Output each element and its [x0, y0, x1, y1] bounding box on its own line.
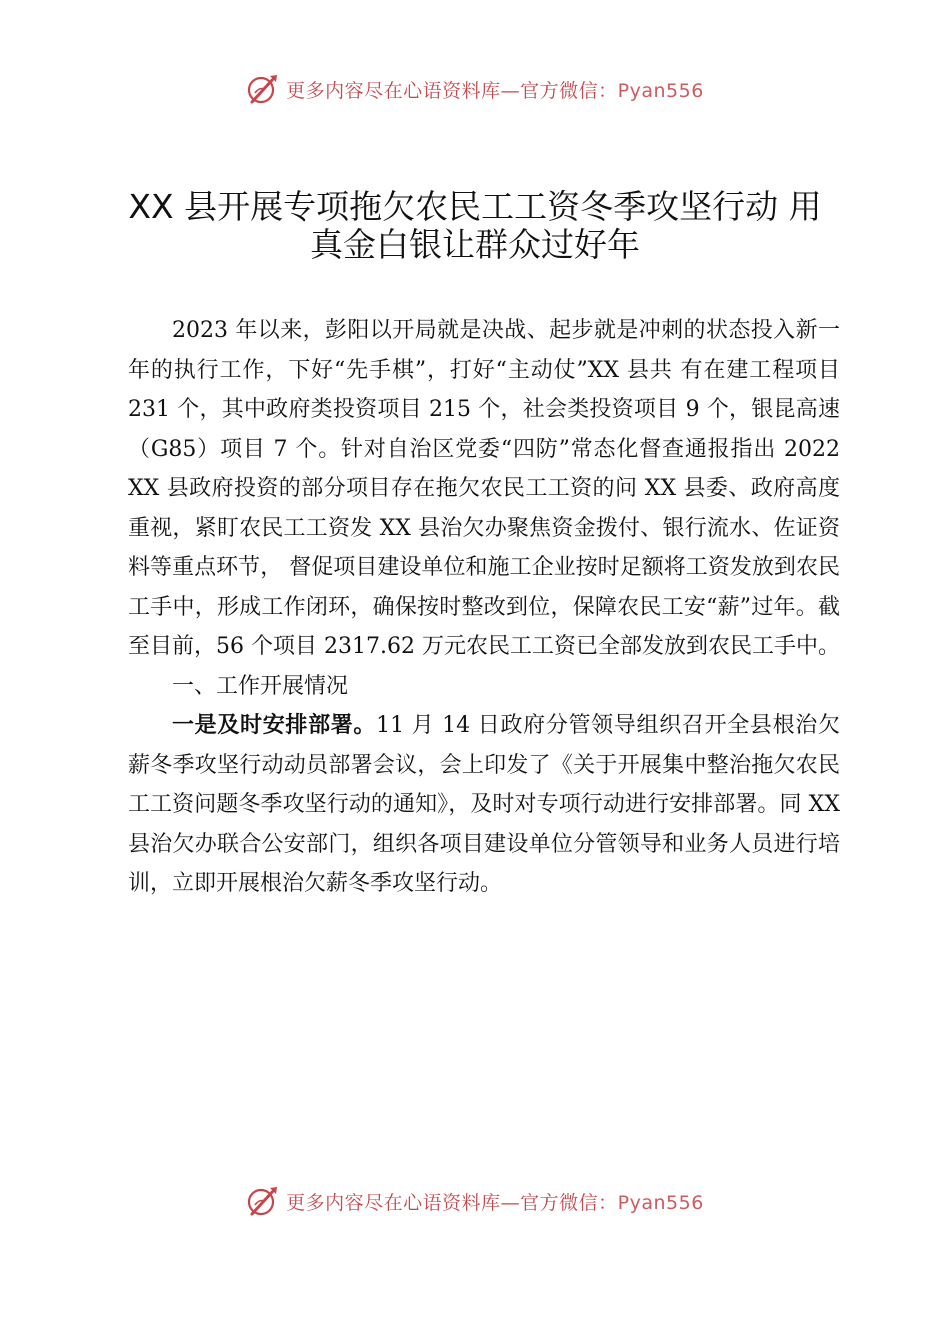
watermark-wechat-id: Pyan556 — [617, 1191, 704, 1214]
header-watermark — [0, 72, 950, 106]
watermark-text: 更多内容尽在心语资料库—官方微信： — [286, 1191, 618, 1214]
item-body: 11 月 14 日政府分管领导组织召开全县根治欠薪冬季攻坚行动动员部署会议，会上印发了《关于开展集中整治拖欠农民工工资问题冬季攻坚行动的通知》，及时对专项行动进行安排部署。同 XX 县治欠办联合公安部门，组织各项目建设单位分管领导和业务人员进行培训，立即开展根治欠薪冬季攻坚行动。 — [128, 713, 840, 896]
watermark-wechat-id: Pyan556 — [617, 79, 704, 102]
intro-paragraph: 2023 年以来，彭阳以开局就是决战、起步就是冲刺的状态投入新一年的执行工作，下好“先手棋”，打好“主动仗”XX 县共 有在建工程项目 231 个，其中政府类投资项目 215 个，社会类投资项目 9 个，银昆高速（G85）项目 7 个。针对自治区党委“四防”常态化督查通报指出 2022 XX 县政府投资的部分项目存在拖欠农民工工资的问 XX 县委、政府高度重视，紧盯农民工工资发 XX 县治欠办聚焦资金拨付、银行流水、佐证资料等重点环节， 督促项目建设单位和施工企业按时足额将工资发放到农民工手中，形成工作闭环，确保按时整改到位，保障农民工安“薪”过年。截至目前，56 个项目 2317.62 万元农民工工资已全部发放到农民工手中。 — [128, 318, 840, 659]
section-heading: 一、工作开展情况 — [172, 673, 349, 699]
watermark-text: 更多内容尽在心语资料库—官方微信： — [286, 79, 618, 102]
document-title: XX 县开展专项拖欠农民工工资冬季攻坚行动 用真金白银让群众过好年 — [128, 187, 822, 264]
footer-watermark — [0, 1184, 950, 1218]
item-paragraph — [128, 706, 840, 904]
document-body — [128, 311, 840, 904]
item-lead: 一是及时安排部署。 — [172, 713, 377, 738]
pen-logo-icon — [246, 1184, 280, 1218]
pen-logo-icon — [246, 72, 280, 106]
